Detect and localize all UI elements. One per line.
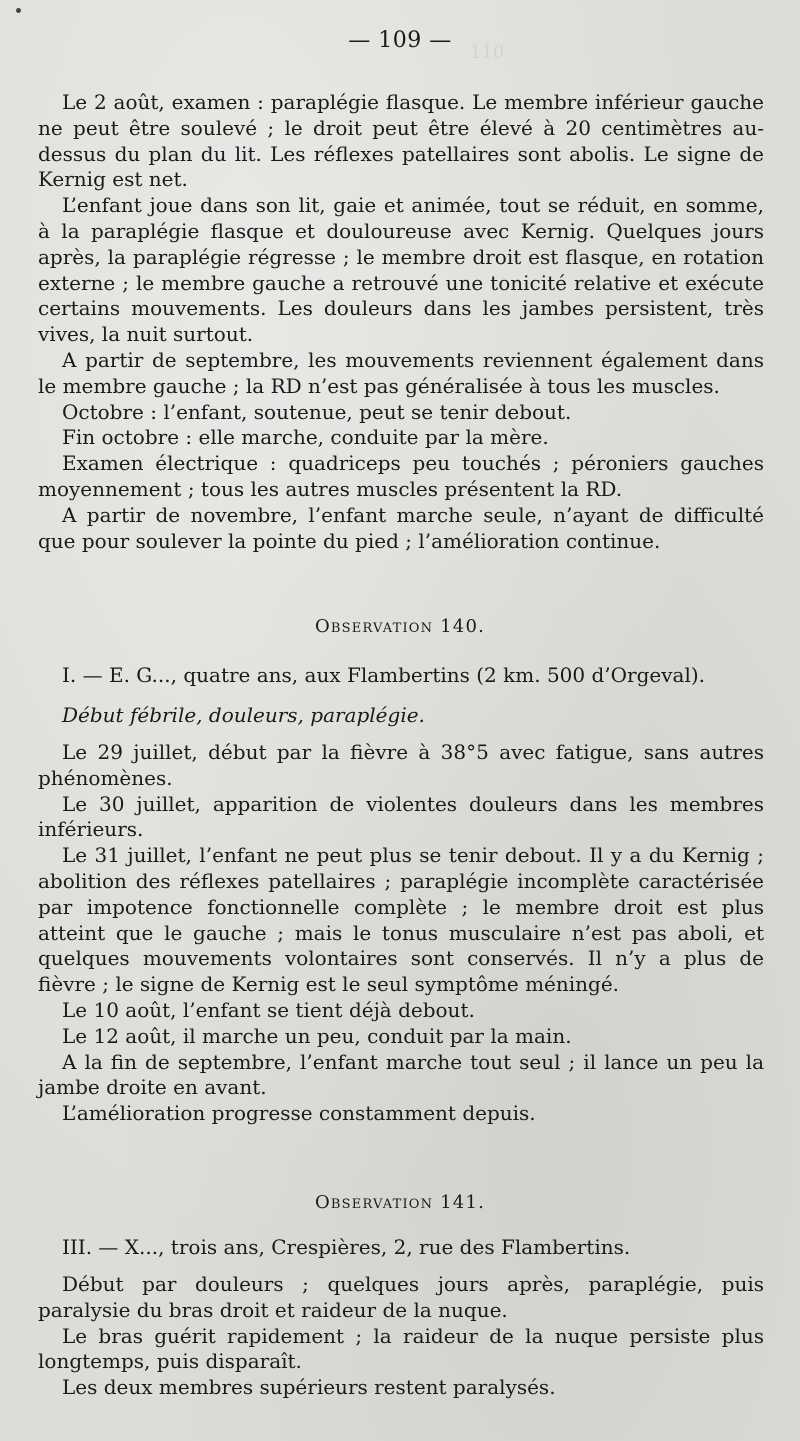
paragraph: L’amélioration progresse constamment depuis. <box>62 1101 536 1126</box>
observation-140-subtitle: Début fébrile, douleurs, paraplégie. <box>62 703 425 727</box>
paragraph: Le 30 juillet, apparition de violentes douleurs dans les membres inférieurs. <box>38 791 764 842</box>
paragraph: Le 31 juillet, l’enfant ne peut plus se tenir debout. Il y a du Kernig ; abolition des réflexes patellaires ; paraplégie incomplète caractérisée par impotence fonctionnelle complète ; le membre droit est plus atteint que le gauche ; mais le tonus musculaire n’est pas aboli, et quelques mouvements volontaires sont conservés. Il n’y a plus de fièvre ; le signe de Kernig est le seul symptôme méningé. <box>38 843 764 997</box>
paragraph: A partir de novembre, l’enfant marche seule, n’ayant de difficulté que pour soulever la pointe du pied ; l’amélioration continue. <box>38 502 764 553</box>
paragraph: Le 10 août, l’enfant se tient déjà debout. <box>62 997 475 1022</box>
paragraph: A partir de septembre, les mouvements reviennent également dans le membre gauche ; la RD n’est pas généralisée à tous les muscles. <box>38 347 764 398</box>
observation-140-text <box>38 740 764 1127</box>
paragraph: Le 2 août, examen : paraplégie flasque. Le membre inférieur gauche ne peut être soulevé ; le droit peut être élevé à 20 centimètres au-dessus du plan du lit. Les réflexes patellaires sont abolis. Le signe de Kernig est net. <box>38 90 764 192</box>
paragraph: Fin octobre : elle marche, conduite par la mère. <box>62 425 549 450</box>
paragraph: Début par douleurs ; quelques jours après, paraplégie, puis paralysie du bras droit et raideur de la nuque. <box>38 1272 764 1322</box>
paragraph: A la fin de septembre, l’enfant marche tout seul ; il lance un peu la jambe droite en avant. <box>38 1049 764 1100</box>
observation-141-subject: III. — X..., trois ans, Crespières, 2, rue des Flambertins. <box>62 1235 631 1259</box>
observation-140-heading: Observation 140. <box>314 616 486 637</box>
paragraph: Le 12 août, il marche un peu, conduit par la main. <box>62 1023 572 1048</box>
paragraph: Les deux membres supérieurs restent paralysés. <box>62 1375 556 1400</box>
paragraph: Examen électrique : quadriceps peu touchés ; péroniers gauches moyennement ; tous les autres muscles présentent la RD. <box>38 451 764 501</box>
paragraph: Le bras guérit rapidement ; la raideur de la nuque persiste plus longtemps, puis disparaît. <box>38 1323 764 1374</box>
paragraph: L’enfant joue dans son lit, gaie et animée, tout se réduit, en somme, à la paraplégie flasque et douloureuse avec Kernig. Quelques jours après, la paraplégie régresse ; le membre droit est flasque, en rotation externe ; le membre gauche a retrouvé une tonicité relative et exécute certains mouvements. Les douleurs dans les jambes persistent, très vives, la nuit surtout. <box>38 193 764 347</box>
section-1-text <box>38 90 764 554</box>
observation-141-heading: Observation 141. <box>314 1192 486 1213</box>
observation-140-subject: I. — E. G..., quatre ans, aux Flambertins (2 km. 500 d’Orgeval). <box>62 663 706 687</box>
paragraph: Octobre : l’enfant, soutenue, peut se tenir debout. <box>62 399 572 424</box>
show-through-texture: 110 <box>470 42 505 63</box>
observation-141-text <box>38 1272 764 1401</box>
page-speck <box>16 8 21 13</box>
page-number: — 109 — <box>348 28 452 53</box>
paragraph: Le 29 juillet, début par la fièvre à 38°5 avec fatigue, sans autres phénomènes. <box>38 740 764 790</box>
